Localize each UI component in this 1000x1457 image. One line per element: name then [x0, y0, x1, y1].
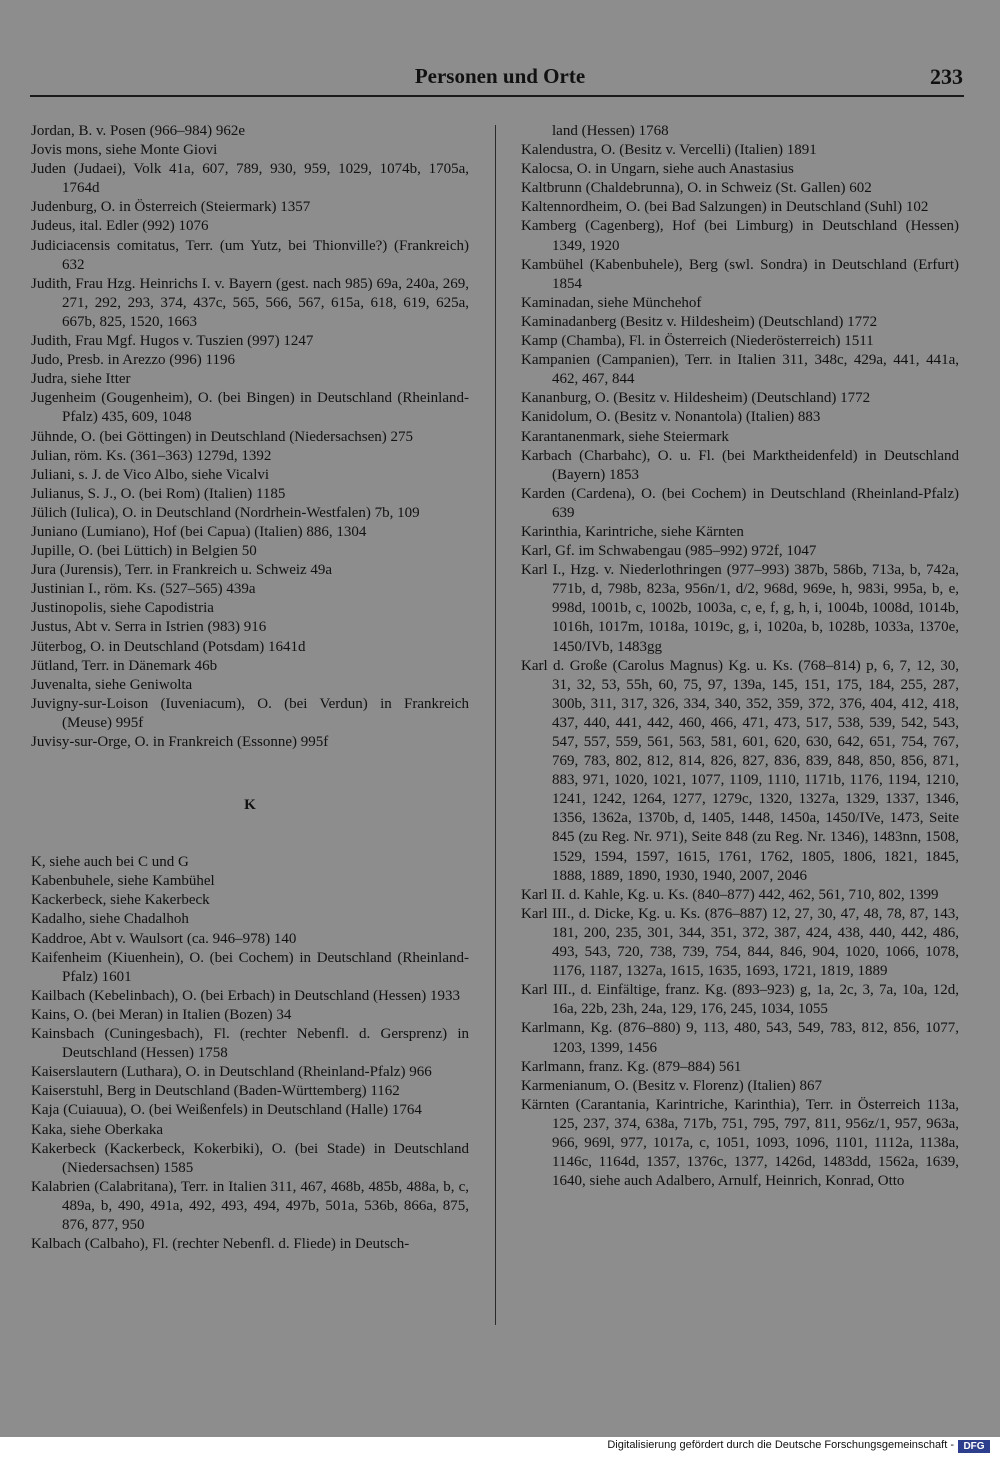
index-entry: Kakerbeck (Kackerbeck, Kokerbiki), O. (bei Stade) in Deutschland (Niedersachsen) 1585: [31, 1140, 469, 1176]
index-list-k: [31, 853, 469, 1254]
index-entry: Judiciacensis comitatus, Terr. (um Yutz, bei Thionville?) (Frankreich) 632: [31, 237, 469, 273]
page-title: Personen und Orte: [414, 64, 586, 88]
index-entry: Jühnde, O. (bei Göttingen) in Deutschland (Niedersachsen) 275: [31, 428, 413, 445]
left-column: [31, 122, 469, 1254]
index-entry: Kananburg, O. (Besitz v. Hildesheim) (Deutschland) 1772: [521, 390, 871, 407]
index-list-right: [521, 141, 959, 1191]
index-entry: Kabenbuhele, siehe Kambühel: [31, 873, 215, 890]
section-letter: K: [244, 797, 256, 814]
page-number: 233: [930, 64, 963, 89]
index-entry: Kaja (Cuiauua), O. (bei Weißenfels) in Deutschland (Halle) 1764: [31, 1102, 422, 1119]
right-column: [521, 122, 959, 1191]
index-entry: Judith, Frau Hzg. Heinrichs I. v. Bayern (gest. nach 985) 69a, 240a, 269, 271, 292, 293, 374, 437c, 565, 566, 567, 615a, 618, 619, 625a, 667b, 825, 1520, 1663: [31, 275, 469, 330]
index-entry: Juvigny-sur-Loison (Iuveniacum), O. (bei Verdun) in Frankreich (Meuse) 995f: [31, 695, 469, 731]
index-entry: Karmenianum, O. (Besitz v. Florenz) (Italien) 867: [521, 1077, 823, 1094]
index-entry: Jugenheim (Gougenheim), O. (bei Bingen) in Deutschland (Rheinland-Pfalz) 435, 609, 1048: [31, 390, 469, 426]
index-entry: Juvenalta, siehe Geniwolta: [31, 676, 193, 693]
index-entry: Juvisy-sur-Orge, O. in Frankreich (Essonne) 995f: [31, 734, 329, 750]
index-entry: Karbach (Charbahc), O. u. Fl. (bei Marktheidenfeld) in Deutschland (Bayern) 1853: [521, 447, 959, 483]
index-entry: Judo, Presb. in Arezzo (996) 1196: [31, 352, 235, 369]
index-entry: Kains, O. (bei Meran) in Italien (Bozen) 34: [31, 1006, 292, 1023]
index-entry: Kaiserstuhl, Berg in Deutschland (Baden-Württemberg) 1162: [31, 1083, 400, 1100]
footer-credit: Digitalisierung gefördert durch die Deutsche Forschungsgemeinschaft -: [607, 1439, 954, 1451]
index-entry: Karantanenmark, siehe Steiermark: [521, 428, 729, 445]
index-entry: Kamberg (Cagenberg), Hof (bei Limburg) in Deutschland (Hessen) 1349, 1920: [521, 218, 959, 254]
index-entry: Kaltbrunn (Chaldebrunna), O. in Schweiz (St. Gallen) 602: [521, 180, 872, 197]
index-entry: Kainsbach (Cuningesbach), Fl. (rechter Nebenfl. d. Gersprenz) in Deutschland (Hessen) 1758: [31, 1026, 469, 1062]
index-entry: Kaminadan, siehe Münchehof: [521, 294, 702, 311]
index-entry: Karlmann, franz. Kg. (879–884) 561: [521, 1058, 742, 1075]
index-entry: Kärnten (Carantania, Karintriche, Karinthia), Terr. in Österreich 113a, 125, 237, 374, 638a, 717b, 751, 795, 797, 811, 956z/1, 957, 963a, 966, 969l, 977, 1017a, c, 1051, 1093, 1096, 1101, 1112a, 1138a, 1146c, 1164d, 1357, 1376c, 1377, 1426d, 1483dd, 1562a, 1639, 1640, siehe auch Adalbero, Arnulf, Heinrich, Konrad, Otto: [521, 1096, 959, 1190]
index-entry: Kaltennordheim, O. (bei Bad Salzungen) in Deutschland (Suhl) 102: [521, 199, 929, 216]
index-entry-continuation: land (Hessen) 1768: [552, 123, 669, 139]
index-entry: Kalendustra, O. (Besitz v. Vercelli) (Italien) 1891: [521, 142, 817, 159]
index-entry: Karden (Cardena), O. (bei Cochem) in Deutschland (Rheinland-Pfalz) 639: [521, 485, 959, 521]
index-entry: Juden (Judaei), Volk 41a, 607, 789, 930, 959, 1029, 1074b, 1705a, 1764d: [31, 161, 469, 197]
index-entry: Karl III., d. Einfältige, franz. Kg. (893–923) g, 1a, 2c, 3, 7a, 10a, 12d, 16a, 22b, 23h, 24a, 129, 176, 245, 1034, 1055: [521, 982, 959, 1018]
header-rule: [30, 95, 964, 97]
index-entry: Kaiserslautern (Luthara), O. in Deutschland (Rheinland-Pfalz) 966: [31, 1064, 432, 1081]
footer: [0, 1437, 1000, 1457]
index-entry: Julian, röm. Ks. (361–363) 1279d, 1392: [31, 447, 272, 464]
index-entry: Jura (Jurensis), Terr. in Frankreich u. Schweiz 49a: [31, 562, 333, 579]
index-entry: Justinopolis, siehe Capodistria: [31, 600, 214, 617]
index-entry: Julianus, S. J., O. (bei Rom) (Italien) 1185: [31, 485, 286, 502]
index-entry: Justinian I., röm. Ks. (527–565) 439a: [31, 581, 256, 598]
index-entry: Kaddroe, Abt v. Waulsort (ca. 946–978) 140: [31, 930, 297, 947]
index-entry: Jupille, O. (bei Lüttich) in Belgien 50: [31, 543, 257, 560]
index-entry: Kaifenheim (Kiuenhein), O. (bei Cochem) in Deutschland (Rheinland-Pfalz) 1601: [31, 949, 469, 985]
index-entry: Kadalho, siehe Chadalhoh: [31, 911, 189, 928]
index-entry: Kailbach (Kebelinbach), O. (bei Erbach) in Deutschland (Hessen) 1933: [31, 987, 461, 1004]
index-entry: Kampanien (Campanien), Terr. in Italien 311, 348c, 429a, 441, 441a, 462, 467, 844: [521, 352, 959, 388]
index-entry: Judenburg, O. in Österreich (Steiermark) 1357: [31, 199, 311, 216]
index-entry: Kackerbeck, siehe Kakerbeck: [31, 892, 210, 909]
index-entry: Karl III., d. Dicke, Kg. u. Ks. (876–887) 12, 27, 30, 47, 48, 78, 87, 143, 181, 200, 235, 301, 344, 351, 372, 387, 424, 438, 440, 442, 486, 493, 543, 720, 738, 739, 754, 844, 846, 904, 1020, 1066, 1078, 1176, 1187, 1327a, 1615, 1635, 1693, 1721, 1819, 1889: [521, 905, 959, 980]
index-entry: Jordan, B. v. Posen (966–984) 962e: [31, 123, 246, 139]
index-entry: Karlmann, Kg. (876–880) 9, 113, 480, 543, 549, 783, 812, 856, 1077, 1203, 1399, 1456: [521, 1020, 959, 1056]
index-entry: Kambühel (Kabenbuhele), Berg (swl. Sondra) in Deutschland (Erfurt) 1854: [521, 256, 959, 292]
index-entry: Karl I., Hzg. v. Niederlothringen (977–993) 387b, 586b, 713a, b, 742a, 771b, d, 798b, 823a, 956n/1, d/2, 968d, 969e, h, 983i, 995a, b, e, 998d, 1001b, c, 1002b, 1003a, c, e, f, g, h, i, 1004b, 1008d, 1014b, 1016h, 1017m, 1018a, 1019c, g, i, 1020a, b, 1028b, 1033a, 1370e, 1450/IVb, 1483gg: [521, 562, 959, 655]
index-entry: Kalbach (Calbaho), Fl. (rechter Nebenfl. d. Fliede) in Deutsch-: [31, 1236, 410, 1253]
index-entry: Karl II. d. Kahle, Kg. u. Ks. (840–877) 442, 462, 561, 710, 802, 1399: [521, 886, 939, 903]
index-entry: Kamp (Chamba), Fl. in Österreich (Niederösterreich) 1511: [521, 333, 874, 350]
index-entry: Juliani, s. J. de Vico Albo, siehe Vicalvi: [31, 466, 270, 483]
index-entry: Jovis mons, siehe Monte Giovi: [31, 142, 218, 159]
index-entry: Kaka, siehe Oberkaka: [31, 1121, 164, 1138]
dfg-logo: DFG: [958, 1440, 990, 1453]
index-entry: Kalabrien (Calabritana), Terr. in Italien 311, 467, 468b, 485b, 488a, b, c, 489a, b, 490, 491a, 492, 493, 494, 497b, 501a, 536b, 866a, 875, 876, 877, 950: [31, 1178, 469, 1233]
index-entry: Judeus, ital. Edler (992) 1076: [31, 218, 209, 235]
index-entry: Kalocsa, O. in Ungarn, siehe auch Anastasius: [521, 161, 794, 178]
index-entry: Kaminadanberg (Besitz v. Hildesheim) (Deutschland) 1772: [521, 313, 878, 330]
index-entry: Jütland, Terr. in Dänemark 46b: [31, 657, 218, 674]
index-entry: Juniano (Lumiano), Hof (bei Capua) (Italien) 886, 1304: [31, 523, 367, 540]
index-entry: Judra, siehe Itter: [31, 371, 131, 388]
index-entry: Justus, Abt v. Serra in Istrien (983) 916: [31, 619, 267, 636]
index-entry: Karinthia, Karintriche, siehe Kärnten: [521, 523, 744, 540]
index-entry: Jülich (Iulica), O. in Deutschland (Nordrhein-Westfalen) 7b, 109: [31, 504, 420, 521]
index-entry: K, siehe auch bei C und G: [31, 854, 189, 871]
index-entry: Karl d. Große (Carolus Magnus) Kg. u. Ks. (768–814) p, 6, 7, 12, 30, 31, 32, 53, 55h, 60, 75, 97, 139a, 145, 151, 175, 184, 255, 287, 300b, 311, 317, 326, 334, 340, 352, 359, 372, 376, 404, 412, 418, 437, 440, 441, 442, 460, 466, 471, 473, 517, 538, 539, 542, 543, 547, 557, 559, 561, 563, 581, 601, 620, 630, 642, 651, 754, 767, 769, 783, 802, 812, 814, 826, 827, 836, 839, 848, 850, 856, 871, 883, 971, 1020, 1021, 1077, 1109, 1110, 1171b, 1176, 1194, 1210, 1241, 1242, 1264, 1277, 1279c, 1320, 1327a, 1329, 1337, 1346, 1356, 1362a, 1370b, d, 1405, 1448, 1450a, 1450/IVe, 1473, Seite 845 (zu Reg. Nr. 971), Seite 848 (zu Reg. Nr. 1346), 1483nn, 1508, 1529, 1594, 1597, 1615, 1761, 1762, 1805, 1806, 1821, 1845, 1888, 1889, 1890, 1930, 1940, 2007, 2046: [521, 657, 959, 884]
column-divider: [495, 125, 496, 1325]
index-entry: Kanidolum, O. (Besitz v. Nonantola) (Italien) 883: [521, 409, 821, 426]
index-entry: Karl, Gf. im Schwabengau (985–992) 972f, 1047: [521, 543, 817, 560]
index-entry: Jüterbog, O. in Deutschland (Potsdam) 1641d: [31, 638, 306, 655]
index-entry: Judith, Frau Mgf. Hugos v. Tuszien (997) 1247: [31, 333, 314, 350]
index-list-j: [31, 122, 469, 752]
